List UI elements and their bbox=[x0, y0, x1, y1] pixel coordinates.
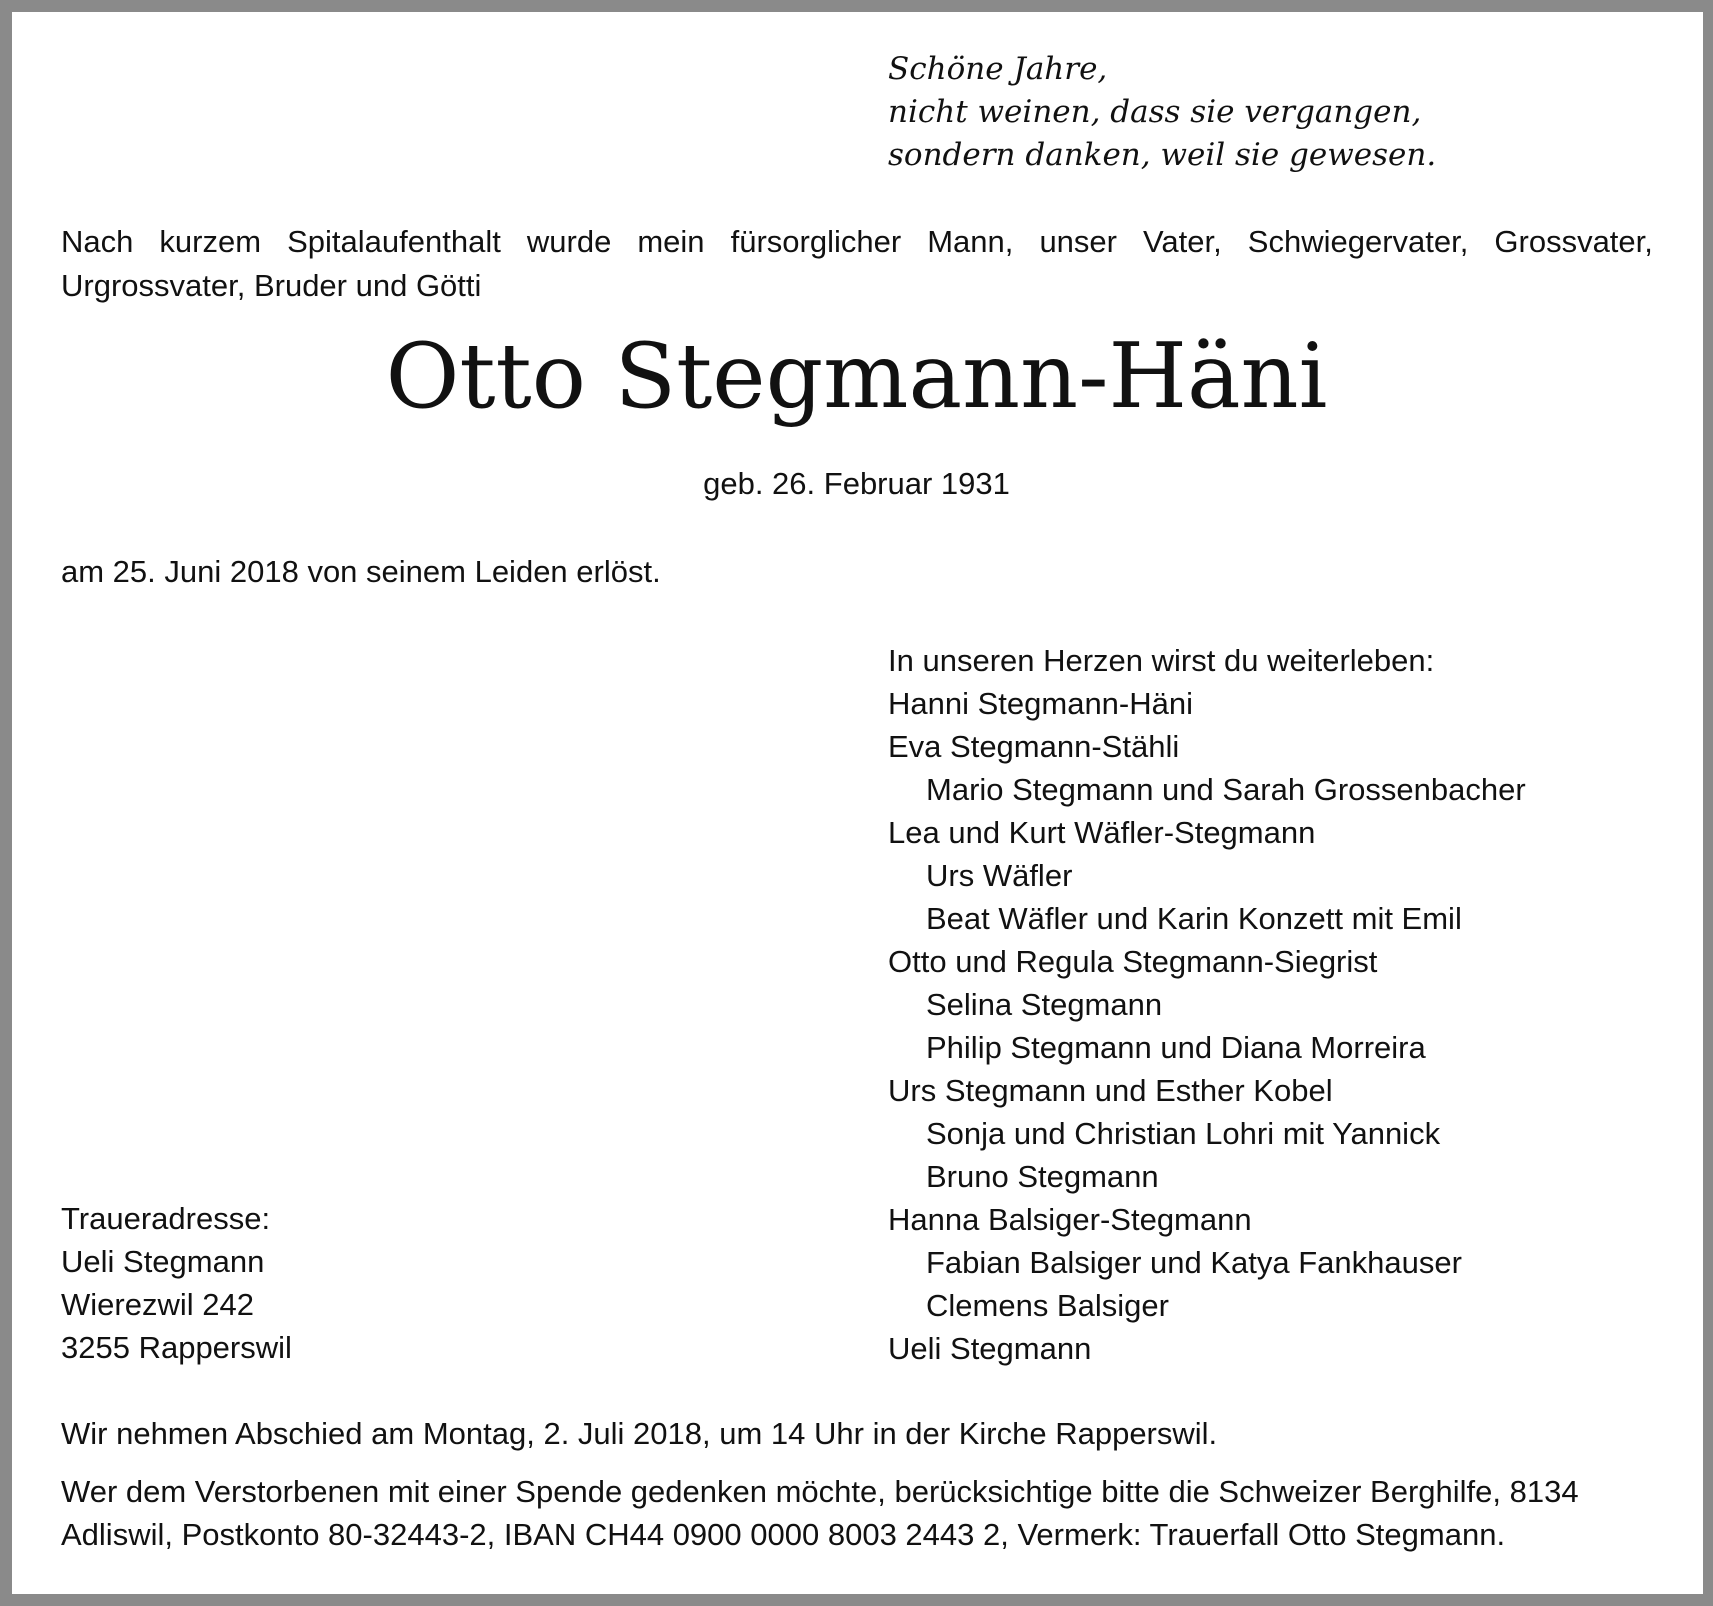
mourner-subentry: Clemens Balsiger bbox=[926, 1288, 1169, 1323]
mourner-subentry: Beat Wäfler und Karin Konzett mit Emil bbox=[926, 901, 1462, 936]
mourning-address bbox=[61, 1197, 292, 1369]
mourner-subentry: Mario Stegmann und Sarah Grossenbacher bbox=[926, 772, 1526, 807]
farewell-notice: Wir nehmen Abschied am Montag, 2. Juli 2018, um 14 Uhr in der Kirche Rapperswil. bbox=[61, 1416, 1218, 1451]
address-street: Wierezwil 242 bbox=[61, 1287, 254, 1322]
mourner-entry: Otto und Regula Stegmann-Siegrist bbox=[888, 944, 1378, 979]
intro-word: mein bbox=[637, 224, 705, 259]
intro-line-1 bbox=[61, 220, 1653, 264]
intro-word: Nach bbox=[61, 224, 134, 259]
intro-word: wurde bbox=[526, 224, 612, 259]
mourners-list bbox=[888, 639, 1526, 1370]
mourner-subentry: Philip Stegmann und Diana Morreira bbox=[926, 1030, 1426, 1065]
intro-word: unser bbox=[1039, 224, 1117, 259]
address-city: 3255 Rapperswil bbox=[61, 1330, 292, 1365]
mourner-subentry: Fabian Balsiger und Katya Fankhauser bbox=[926, 1245, 1462, 1280]
intro-word: Mann, bbox=[927, 224, 1014, 259]
intro-word: Vater, bbox=[1143, 224, 1222, 259]
intro-paragraph bbox=[61, 220, 1653, 308]
mourner-entry: Lea und Kurt Wäfler-Stegmann bbox=[888, 815, 1316, 850]
intro-word: Schwiegervater, bbox=[1247, 224, 1469, 259]
intro-word: kurzem bbox=[159, 224, 262, 259]
donation-line-1: Wer dem Verstorbenen mit einer Spende gedenken möchte, berücksichtige bitte die Schweizer Berghilfe, 8134 bbox=[61, 1474, 1579, 1509]
intro-word: Grossvater, bbox=[1494, 224, 1653, 259]
mourner-subentry: Bruno Stegmann bbox=[926, 1159, 1159, 1194]
poem bbox=[888, 48, 1436, 177]
mourner-subentry: Urs Wäfler bbox=[926, 858, 1073, 893]
address-label: Traueradresse: bbox=[61, 1201, 271, 1236]
address-name: Ueli Stegmann bbox=[61, 1244, 265, 1279]
mourner-entry: Hanna Balsiger-Stegmann bbox=[888, 1202, 1252, 1237]
poem-line: nicht weinen, dass sie vergangen, bbox=[888, 94, 1422, 130]
mourner-subentry: Sonja und Christian Lohri mit Yannick bbox=[926, 1116, 1441, 1151]
birth-date: geb. 26. Februar 1931 bbox=[703, 466, 1010, 501]
intro-word: fürsorglicher bbox=[730, 224, 902, 259]
donation-line-2: Adliswil, Postkonto 80-32443-2, IBAN CH44 0900 0000 8003 2443 2, Vermerk: Trauerfall Otto Stegmann. bbox=[61, 1517, 1506, 1552]
poem-line: Schöne Jahre, bbox=[888, 51, 1108, 87]
donation-notice bbox=[61, 1470, 1661, 1556]
poem-line: sondern danken, weil sie gewesen. bbox=[888, 137, 1437, 173]
mourner-entry: Urs Stegmann und Esther Kobel bbox=[888, 1073, 1333, 1108]
mourners-heading: In unseren Herzen wirst du weiterleben: bbox=[888, 643, 1435, 678]
death-statement: am 25. Juni 2018 von seinem Leiden erlöst. bbox=[61, 554, 661, 589]
mourner-subentry: Selina Stegmann bbox=[926, 987, 1163, 1022]
intro-word: Spitalaufenthalt bbox=[287, 224, 501, 259]
mourner-entry: Ueli Stegmann bbox=[888, 1331, 1092, 1366]
intro-line-2: Urgrossvater, Bruder und Götti bbox=[61, 268, 482, 303]
mourner-entry: Hanni Stegmann-Häni bbox=[888, 686, 1194, 721]
deceased-name: Otto Stegmann-Häni bbox=[385, 324, 1328, 429]
mourner-entry: Eva Stegmann-Stähli bbox=[888, 729, 1180, 764]
